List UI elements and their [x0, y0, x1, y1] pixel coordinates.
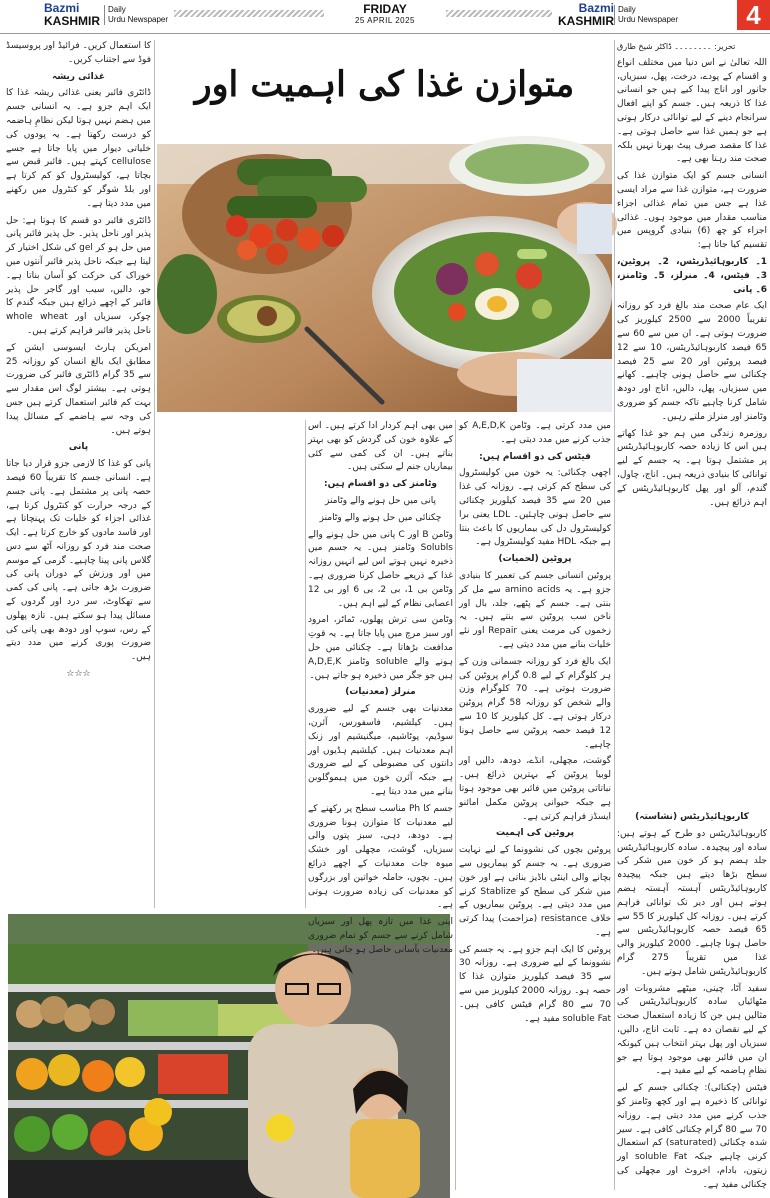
subheading-dietary-fiber: غذائی ریشہ — [51, 71, 106, 82]
brand-logo-left: Bazmi KASHMIR — [44, 1, 100, 28]
paragraph: فیٹس (چکنائی): چکنائی جسم کے لیے توانائی کا ذخیرہ ہے اور کچھ وٹامنز کو جذب کرنے میں مدد دیتی ہے۔ روزانہ 70 سے 80 گرام چکنائی کافی ہے۔ سیر شدہ چکنائی (saturated) کم استعمال کرنی چاہیے جبکہ soluble Fat اور زیتون، بادام، اخروٹ اور مچھلی کی چکنائی مفید ہے۔ — [617, 1083, 767, 1190]
header-stripe-right — [446, 10, 552, 17]
paragraph: ڈائٹری فائبر یعنی غذائی ریشہ غذا کا ایک اہم جزو ہے۔ یہ انسانی جسم میں ہضم نہیں ہوتا لیکن نظامِ ہاضمہ کو درست رکھتا ہے۔ یہ پودوں کی خلیاتی دیوار میں پایا جاتا ہے جسے cellulose کہتے ہیں۔ فائبر قبض سے بچاتا ہے، کولیسٹرول کو کم کرتا ہے اور بلڈ شوگر کو کنٹرول میں رکھنے میں مدد دیتا ہے۔ — [6, 88, 151, 209]
paragraph: وٹامن سی ترش پھلوں، ٹماٹر، امرود اور سبز مرچ میں پایا جاتا ہے۔ یہ قوتِ مدافعت بڑھاتا ہے۔ چکنائی میں حل ہونے والے soluble وٹامنز A,D,E,K ہیں جو جگر میں ذخیرہ ہو جاتے ہیں۔ — [308, 615, 453, 681]
paragraph: جسم کا Ph مناسب سطح پر رکھنے کے لیے معدنیات کا متوازن ہونا ضروری ہے۔ دودھ، دہی، سبز پتوں والی سبزیاں، گوشت، مچھلی اور خشک میوہ جات معدنیات کے اچھے ذرائع ہیں۔ بچوں، حاملہ خواتین اور بزرگوں کو معدنیات کی زیادہ ضرورت ہوتی ہے۔ — [308, 803, 453, 911]
paragraph: معدنیات بھی جسم کے لیے ضروری ہیں۔ کیلشیم، فاسفورس، آئرن، سوڈیم، پوٹاشیم، میگنیشیم اور زنک اہم معدنیات ہیں۔ کیلشیم ہڈیوں اور دانتوں کی مضبوطی کے لیے ضروری ہے جبکہ آئرن خون میں ہیموگلوبن بنانے میں مدد دیتا ہے۔ — [308, 704, 453, 797]
column-divider — [154, 40, 155, 908]
header-stripe-left — [174, 10, 324, 17]
paragraph: کا استعمال کریں۔ فرائیڈ اور پروسیسڈ فوڈ سے اجتناب کریں۔ — [6, 41, 151, 65]
subheading-fat-types: فیٹس کی دو اقسام ہیں: — [479, 451, 591, 462]
paragraph: کاربوہائیڈریٹس دو طرح کے ہوتے ہیں: سادہ اور پیچیدہ۔ سادہ کاربوہائیڈریٹس جلد ہضم ہو کر خون میں شکر کی سطح بڑھا دیتے ہیں جبکہ پیچیدہ کاربوہائیڈریٹس آہستہ آہستہ ہضم ہوتے ہیں اور دیر تک توانائی فراہم کرتے ہیں۔ روزانہ کل کیلوریز کا 55 سے 65 فیصد حصہ کاربوہائیڈریٹس سے حاصل ہونا چاہیے۔ 2000 کیلوریز والی غذا میں تقریباً 275 گرام کاربوہائیڈریٹس شامل ہوتے ہیں۔ — [617, 828, 768, 977]
paragraph: وٹامن B اور C پانی میں حل ہونے والے Solubls وٹامنز ہیں۔ یہ جسم میں ذخیرہ نہیں ہوتے اس لیے انہیں روزانہ غذا کے ذریعے حاصل کرنا ضروری ہے۔ وٹامن بی 1، بی 2، بی 6 اور بی 12 اعصابی نظام کے لیے اہم ہیں۔ — [308, 529, 453, 609]
paragraph: امریکن ہارٹ ایسوسی ایشن کے مطابق ایک بالغ انسان کو روزانہ 25 سے 35 گرام ڈائٹری فائبر کی ضرورت ہوتی ہے۔ بیشتر لوگ اس مقدار سے بہت کم فائبر استعمال کرتے ہیں جس کی وجہ سے ہاضمے کے مسائل پیدا ہوتے ہیں۔ — [6, 342, 151, 436]
subheading-minerals: منرلز (معدنیات) — [345, 687, 416, 698]
article-column-right — [617, 40, 767, 802]
header-divider — [0, 33, 770, 34]
nutrient-list: 1۔ کاربوہائیڈریٹس، 2۔ پروٹین، 3۔ فیٹس، 4۔ منرلز، 5۔ وٹامنز، 6۔ پانی — [617, 256, 767, 295]
paragraph: ایک عام صحت مند بالغ فرد کو روزانہ تقریباً 2000 سے 2500 کیلوریز کی ضرورت ہوتی ہے۔ ان میں سے 60 سے 65 فیصد کاربوہائیڈریٹس، 10 سے 12 فیصد پروٹین اور 20 سے 25 فیصد چکنائی سے حاصل ہونی چاہیے۔ کھانے میں سبزیاں، پھل، دالیں، اناج اور دودھ شامل کرنا چاہیے تاکہ جسم کو ضروری وٹامنز اور منرلز ملتے رہیں۔ — [617, 301, 767, 422]
column-divider — [614, 40, 615, 1190]
paragraph: اچھی چکنائی: یہ خون میں کولیسٹرول کی سطح کم کرتی ہے۔ روزانہ کی غذا میں 20 سے 35 فیصد کیلوریز چکنائی سے حاصل ہونی چاہئیں۔ LDL یعنی برا کولیسٹرول دل کی بیماریوں کا باعث بنتا ہے جبکہ HDL مفید کولیسٹرول ہے۔ — [459, 468, 611, 548]
paragraph: میں مدد کرتی ہے۔ وٹامن A,E,D,K کو جذب کرنے میں مدد دیتی ہے۔ — [459, 421, 611, 445]
subheading-carbohydrates: کاربوہائیڈریٹس (نشاستہ) — [635, 812, 749, 822]
brand-subtitle-left: Daily Urdu Newspaper — [104, 5, 168, 25]
paragraph: سفید آٹا، چینی، میٹھے مشروبات اور مٹھائیاں سادہ کاربوہائیڈریٹس کی مثالیں ہیں جن کا زیادہ استعمال صحت کے لیے نقصان دہ ہے۔ ثابت اناج، دالیں، سبزیاں اور پھل بہتر انتخاب ہیں کیونکہ ان میں فائبر بھی موجود ہوتا ہے جو نظامِ ہاضمہ کے لیے مفید ہے۔ — [617, 983, 767, 1077]
byline: تحریر: ۔۔۔۔۔۔۔۔ ڈاکٹر شیخ طارق — [617, 42, 736, 51]
issue-date: FRIDAY 25 APRIL 2025 — [354, 2, 416, 25]
paragraph: روزمرہ زندگی میں ہم جو غذا کھاتے ہیں اس کا زیادہ حصہ کاربوہائیڈریٹس پر مشتمل ہوتا ہے۔ یہ جسم کے لیے توانائی کا بنیادی ذریعہ ہیں۔ اناج، چاول، گندم، آلو اور پھل کاربوہائیڈریٹس کے اہم ذرائع ہیں۔ — [617, 428, 767, 508]
subheading-vitamin-types: وٹامنز کی دو اقسام ہیں: — [323, 479, 438, 490]
subheading-protein-importance: پروٹین کی اہمیت — [496, 828, 574, 839]
paragraph: ایک بالغ فرد کو روزانہ جسمانی وزن کے ہر کلوگرام کے لیے 0.8 گرام پروٹین کی ضرورت ہوتی ہے۔ 70 کلوگرام وزن والے شخص کو روزانہ 58 گرام پروٹین درکار ہوتی ہے۔ کل کیلوریز کا 10 سے 12 فیصد حصہ پروٹین سے حاصل ہونا چاہیے۔ — [459, 656, 612, 750]
article-column-left — [6, 40, 151, 908]
list-item: پانی میں حل ہونے والے وٹامنز — [325, 495, 436, 506]
paragraph: پروٹین بچوں کی نشوونما کے لیے نہایت ضروری ہے۔ یہ جسم کو بیماریوں سے بچانے والی اینٹی باڈیز بناتی ہے اور خون میں شکر کی سطح کو Stablize کرنے میں مدد دیتی ہے۔ پروٹین بیماریوں کے خلاف resistance (مزاحمت) پیدا کرتی ہے۔ — [459, 845, 612, 938]
end-stars: ☆☆☆ — [66, 669, 91, 680]
subheading-water: پانی — [68, 442, 89, 453]
article-title: متوازن غذا کی اہمیت اور — [194, 64, 575, 105]
page-number: 4 — [737, 0, 770, 30]
salad-photo — [157, 144, 612, 412]
paragraph: گوشت، مچھلی، انڈے، دودھ، دالیں اور لوبیا پروٹین کے بہترین ذرائع ہیں۔ نباتاتی پروٹین میں فائبر بھی موجود ہوتا ہے جبکہ حیوانی پروٹین مکمل امائنو ایسڈز فراہم کرتی ہے۔ — [459, 756, 611, 822]
paragraph: پروٹین انسانی جسم کی تعمیر کا بنیادی جزو ہے۔ یہ amino acids سے مل کر بنتی ہے۔ جسم کے پٹھے، جلد، بال اور ناخن سب پروٹین سے بنتے ہیں۔ یہ زخموں کی مرمت یعنی Repair اور نئے خلیات بنانے میں مدد دیتی ہے۔ — [459, 570, 611, 650]
column-divider — [305, 420, 306, 908]
list-item: چکنائی میں حل ہونے والے وٹامنز — [319, 512, 442, 523]
paragraph: اپنی غذا میں تازہ پھل اور سبزیاں شامل کرنے سے جسم کو تمام ضروری معدنیات بآسانی حاصل ہو جاتی ہیں۔ — [308, 917, 453, 955]
article-column-right-lower — [617, 808, 767, 1193]
paragraph: انسانی جسم کو ایک متوازن غذا کی ضرورت ہے، متوازن غذا سے مراد ایسی غذا ہے جس میں تمام غذائی اجزاء مناسب مقدار میں موجود ہوں۔ غذائی اجزاء کو چھ (6) بنیادی گروپس میں تقسیم کیا جاتا ہے: — [617, 171, 767, 251]
article-column-mid-right — [459, 420, 611, 1192]
brand-subtitle-right: Daily Urdu Newspaper — [614, 5, 678, 25]
paragraph: ڈائٹری فائبر دو قسم کا ہوتا ہے: حل پذیر اور ناحل پذیر۔ حل پذیر فائبر پانی میں حل ہو کر gel کی شکل اختیار کر لیتا ہے جبکہ ناحل پذیر فائبر آنتوں میں خوراک کی حرکت کو آسان بناتا ہے۔ جو، دالیں، سیب اور گاجر حل پذیر فائبر کے اچھے ذرائع ہیں جبکہ گندم کا چوکر، سبزیاں اور whole wheat ناحل پذیر فائبر فراہم کرتے ہیں۔ — [6, 215, 151, 336]
brand-logo-right: Bazmi KASHMIR — [558, 1, 614, 28]
paragraph: میں بھی اہم کردار ادا کرتے ہیں۔ اس کے علاوہ خون کی گردش کو بھی بہتر بناتے ہیں۔ ان کی کمی سے کئی بیماریاں جنم لے سکتی ہیں۔ — [308, 421, 453, 473]
masthead — [0, 0, 770, 34]
column-divider — [455, 420, 456, 1190]
paragraph: اللہ تعالیٰ نے اس دنیا میں مختلف انواع و اقسام کے پودے، درخت، پھل، سبزیاں، جانور اور اناج پیدا کیے ہیں جو انسانی غذا کا ذریعہ ہیں۔ جسم کو اپنے افعال سرانجام دینے کے لیے توانائی درکار ہوتی ہے جو ہمیں غذا سے حاصل ہوتی ہے۔ غذا کا مقصد صرف پیٹ بھرنا نہیں بلکہ صحت مند رہنا بھی ہے۔ — [617, 57, 767, 165]
subheading-protein: پروٹین (لحمیات) — [498, 554, 572, 565]
paragraph: پروٹین کا ایک اہم جزو ہے۔ یہ جسم کی نشوونما کے لیے ضروری ہے۔ روزانہ 30 سے 35 فیصد کیلوریز متوازن غذا کا حصہ ہو۔ روزانہ 2000 کیلوریز میں سے 70 سے 80 گرام فیٹس کافی ہیں۔ soluble Fat مفید ہے۔ — [459, 944, 611, 1024]
article-column-mid-left — [308, 420, 453, 955]
paragraph: پانی کو غذا کا لازمی جزو قرار دیا جاتا ہے۔ انسانی جسم کا تقریباً 60 فیصد حصہ پانی پر مشتمل ہے۔ پانی جسم کے درجہ حرارت کو کنٹرول کرتا ہے، غذائی اجزاء کو خلیات تک پہنچاتا ہے اور فاسد مادوں کو خارج کرتا ہے۔ ایک صحت مند فرد کو روزانہ آٹھ سے دس گلاس پانی پینا چاہیے۔ گرمی کے موسم میں اور ورزش کے دوران پانی کی ضرورت بڑھ جاتی ہے۔ پانی کی کمی سے تھکاوٹ، سر درد اور گردوں کے مسائل پیدا ہو سکتے ہیں۔ تازہ پھلوں کے رس، سوپ اور دودھ بھی پانی کی ضرورت پوری کرنے میں مدد دیتے ہیں۔ — [6, 459, 151, 663]
